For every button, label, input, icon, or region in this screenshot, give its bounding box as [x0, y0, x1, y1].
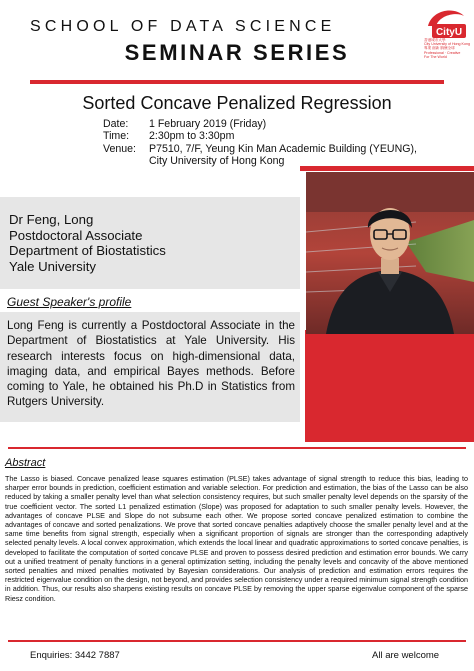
speaker-name: Dr Feng, Long	[9, 212, 94, 227]
school-name: SCHOOL OF DATA SCIENCE	[30, 18, 336, 35]
speaker-university: Yale University	[9, 258, 96, 274]
date-value: 1 February 2019 (Friday)	[149, 118, 267, 130]
abstract-text: The Lasso is biased. Concave penalized lease squares estimation (PLSE) takes advantage of signal strength to reduce this bias, leading to sharper error bounds in prediction, coefficient estimation and variable selection. For prediction and estimation, the bias of the Lasso can be also reduced by taking a smaller penalty level than what selection consistency requires, but such smaller penalty level depends on the sparsity of the true coefficient vector. The sorted L1 penalized estimation (Slope) was proposed for adaptation to such smaller penalty levels. However, the advantages of concave PLSE and Slope do not subsume each other. We propose sorted concave penalized estimation to combine the advantages of concave and sorted penalizations. We prove that sorted concave penalties adaptively choose the smaller penalty level and at the same time benefits from signal strength, especially when a significant proportion of signals are stronger than the corresponding adaptively selected penalty levels. A local convex approximation, which extends the local linear and quadratic approximations to sorted concave penalties, is developed to facilitate the computation of sorted concave PLSE and proven to possess desired prediction and estimation error bounds. We carry out a unified treatment of penalty functions in a general optimization setting, including the penalty levels and concavity of the above mentioned sorted penalties and mixed penalties motivated by Bayesian considerations. Our analysis of prediction and estimation errors requires the restricted eigenvalue condition on the design, not beyond, and provides selection consistency under a required minimum signal strength condition in addition. Thus, our results also sharpens existing results on concave PLSE by removing the upper sparse eigenvalue component of the sparse Riesz condition.	[5, 474, 468, 603]
profile-heading: Guest Speaker's profile	[7, 295, 132, 309]
section-divider	[8, 447, 466, 449]
accent-bar	[300, 166, 474, 171]
venue-row	[103, 143, 433, 168]
time-label: Time:	[103, 130, 130, 143]
date-label: Date:	[103, 118, 129, 130]
welcome-text: All are welcome	[372, 650, 440, 661]
logo-caption-line: 香港城市大學	[424, 38, 446, 42]
date-row	[103, 118, 433, 130]
profile-text: Long Feng is currently a Postdoctoral Associate in the Department of Biostatistics at Yale University. His research interests focus on high-dimensional data, imaging data, and empirical Bayes methods. Before coming to Yale, he obtained his Ph.D in Statistics from Rutgers University.	[7, 319, 295, 409]
speaker-position: Postdoctoral Associate	[9, 227, 143, 243]
speaker-info	[9, 212, 299, 274]
venue-value	[149, 143, 433, 168]
logo-caption-line: Professional · Creative	[424, 50, 461, 55]
enquiries-text: Enquiries: 3442 7887	[30, 650, 120, 661]
speaker-photo	[306, 172, 474, 334]
header-divider	[30, 80, 444, 84]
abstract-heading: Abstract	[5, 457, 46, 469]
seminar-series-title: SEMINAR SERIES	[124, 40, 350, 65]
logo-caption-line: 專業 創新 胸懷全球	[424, 46, 455, 51]
logo-caption-line: City University of Hong Kong	[424, 42, 470, 47]
venue-label: Venue:	[103, 142, 136, 155]
speaker-department: Department of Biostatistics	[9, 243, 166, 259]
talk-title: Sorted Concave Penalized Regression	[82, 93, 392, 113]
venue-line: P7510, 7/F, Yeung Kin Man Academic Building (YEUNG),	[149, 142, 417, 155]
talk-details	[103, 118, 433, 168]
time-value: 2:30pm to 3:30pm	[149, 130, 235, 143]
time-row	[103, 130, 433, 142]
venue-line: City University of Hong Kong	[149, 155, 285, 168]
footer-divider	[8, 640, 466, 642]
accent-block	[305, 330, 474, 442]
logo-mark: CityU	[435, 27, 463, 38]
logo-caption	[424, 38, 472, 59]
logo-caption-line: For The World	[424, 54, 447, 59]
